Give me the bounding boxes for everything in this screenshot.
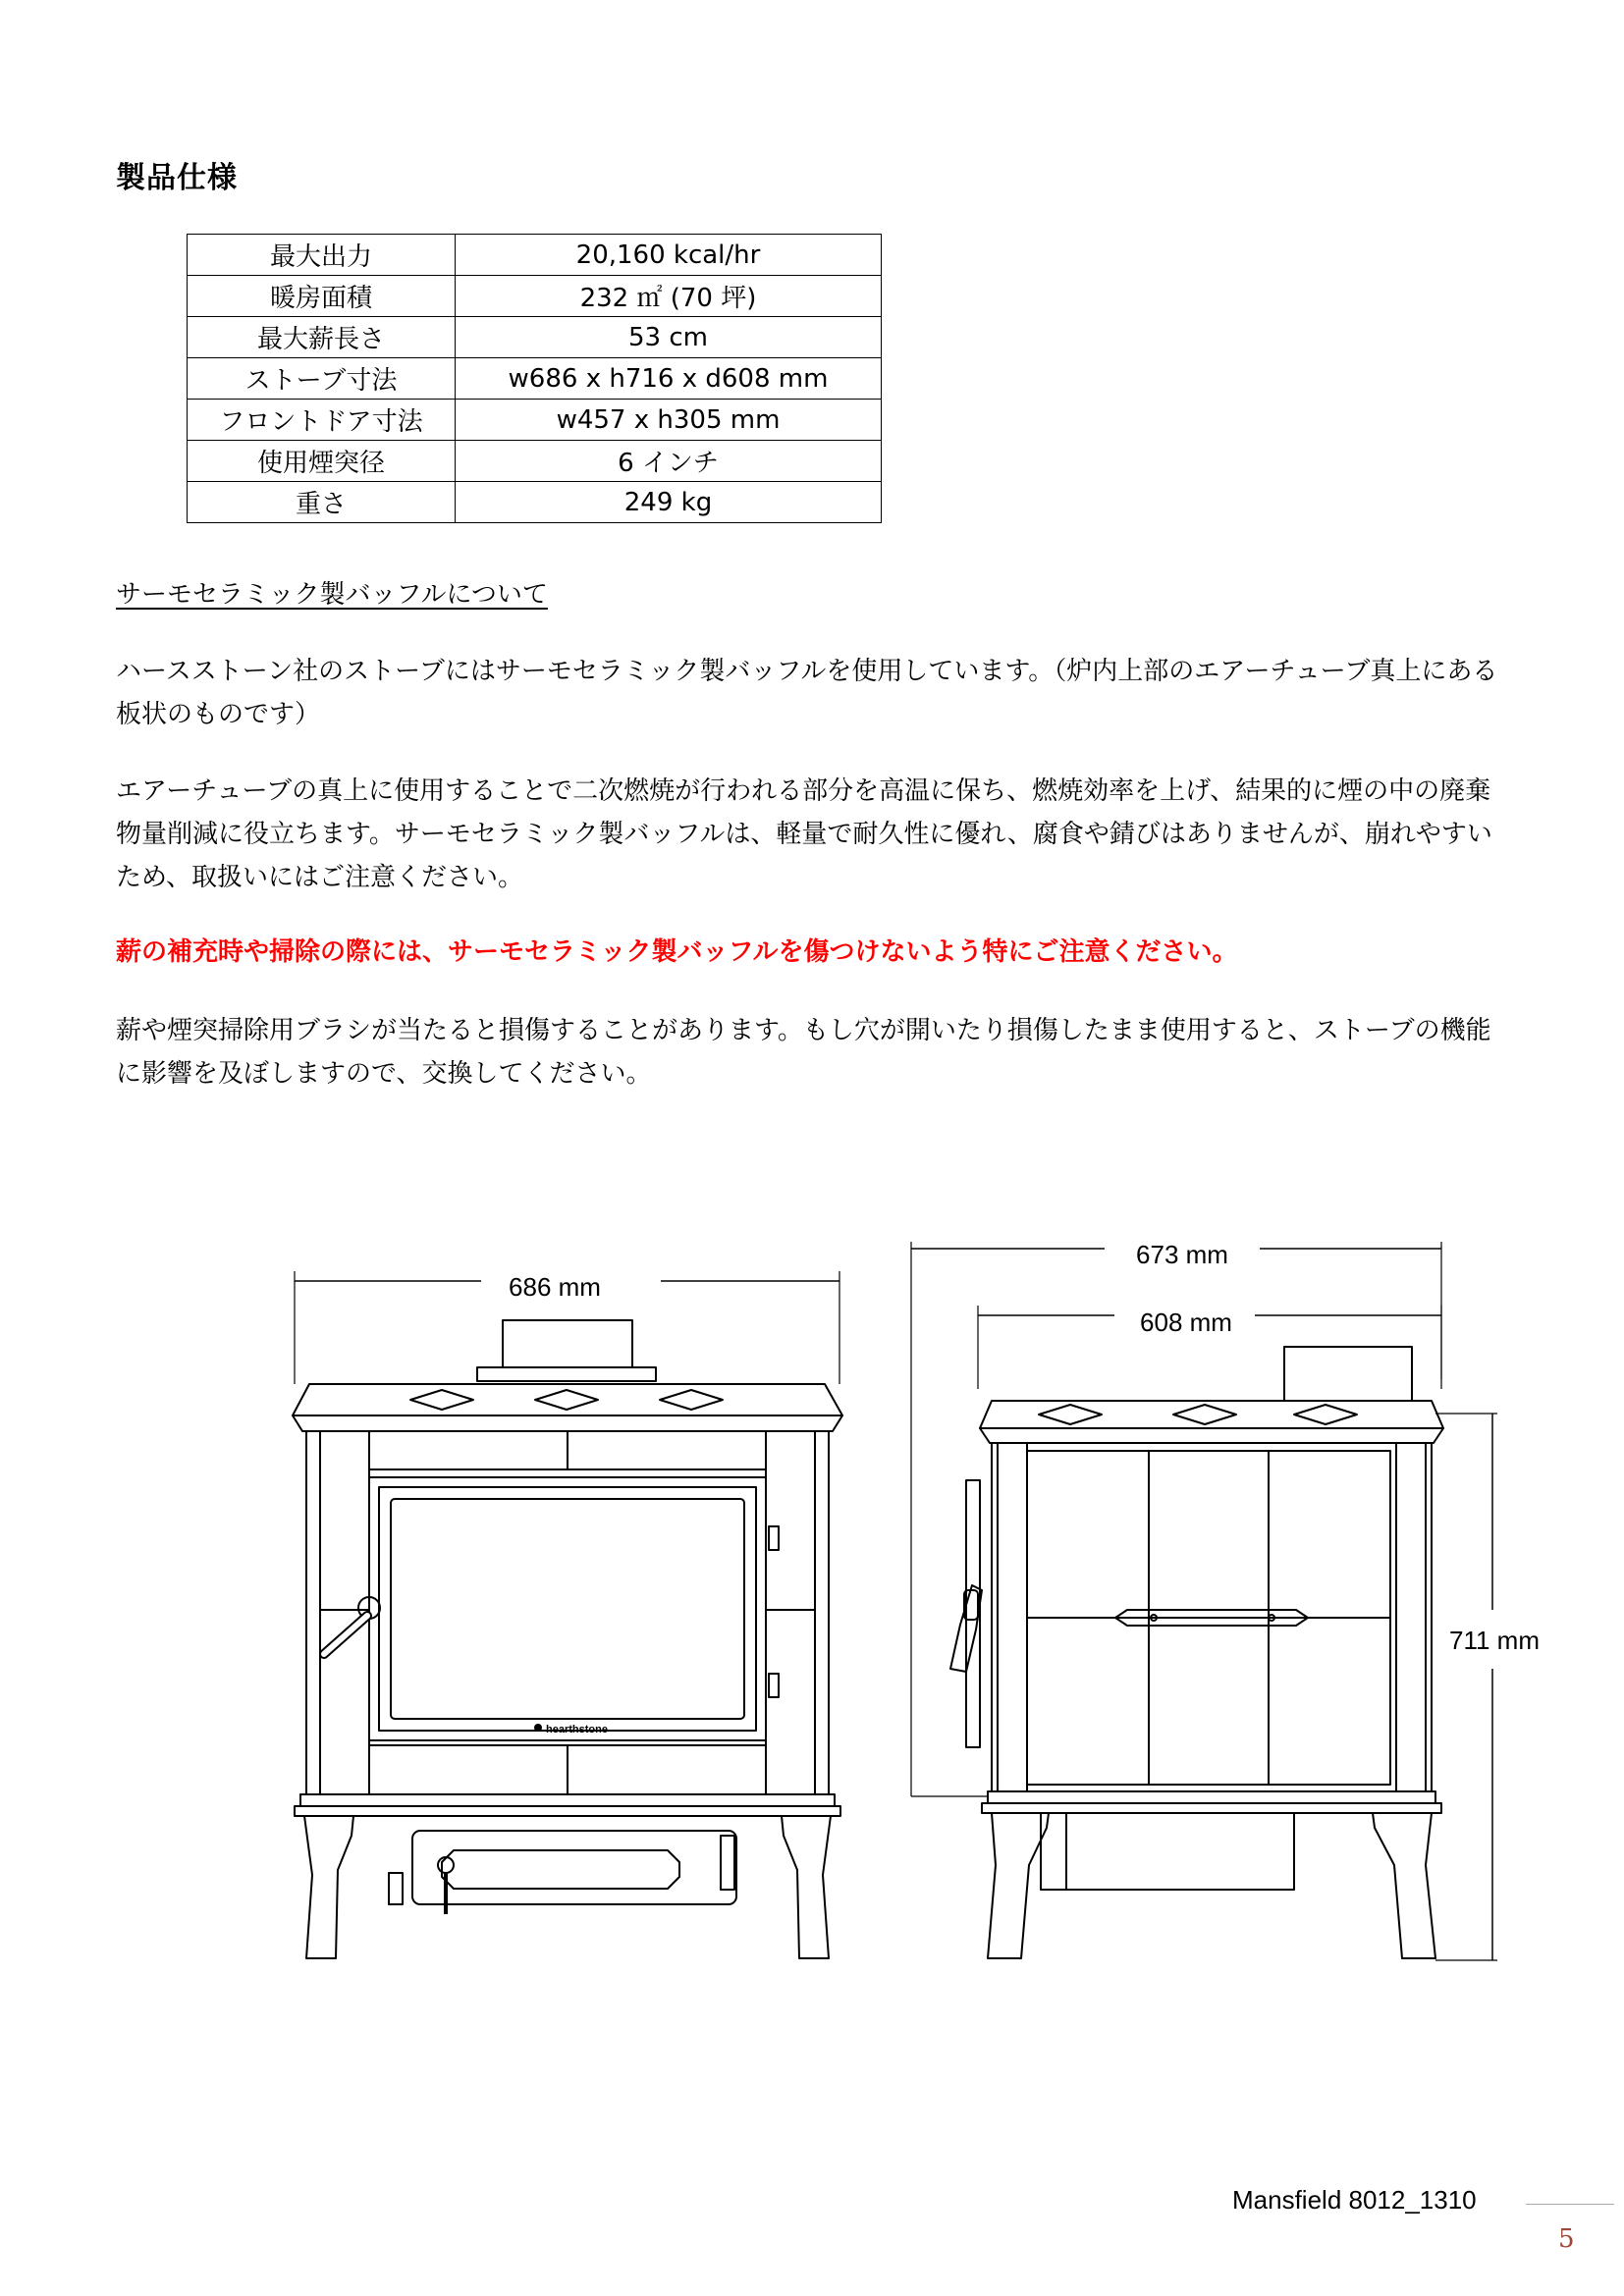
paragraph-intro: ハースストーン社のストーブにはサーモセラミック製バッフルを使用しています。（炉内上部のエアーチューブ真上にある板状のものです） [116,657,1498,729]
page-number: 5 [1558,2224,1575,2254]
brand-mark [534,1724,608,1735]
spec-value: w686 x h716 x d608 mm [456,358,882,400]
spec-value: 249 kg [456,482,882,523]
spec-label: 最大薪長さ [188,317,456,358]
svg-text:hearthstone: hearthstone [546,1724,608,1735]
spec-row [188,235,882,276]
front-view [293,1271,842,1958]
spec-table [187,234,882,523]
spec-value: 53 cm [456,317,882,358]
side-depth-label: 608 mm [1140,1308,1232,1337]
spec-label: 重さ [188,482,456,523]
spec-row [188,441,882,482]
height-dimension [1435,1414,1540,1960]
spec-value: 232 ㎡ (70 坪) [456,276,882,317]
spec-label: 暖房面積 [188,276,456,317]
spec-value: 20,160 kcal/hr [456,235,882,276]
stove-drawing [0,1207,1624,1993]
spec-label: 最大出力 [188,235,456,276]
footer-model-code: Mansfield 8012_1310 [1232,2185,1477,2215]
paragraph-function: エアーチューブの真上に使用することで二次燃焼が行われる部分を高温に保ち、燃焼効率を上げ、結果的に煙の中の廃棄物量削減に役立ちます。サーモセラミック製バッフルは、軽量で耐久性に優れ、腐食や錆びはありませんが、崩れやすいため、取扱いにはご注意ください。 [116,776,1492,892]
front-width-label: 686 mm [509,1272,601,1302]
spec-label: フロントドア寸法 [188,400,456,441]
section-title: サーモセラミック製バッフルについて [116,580,548,610]
side-view [911,1240,1540,1960]
spec-row [188,276,882,317]
spec-row [188,400,882,441]
page-heading: 製品仕様 [116,161,238,195]
spec-row [188,482,882,523]
side-total-depth-label: 673 mm [1136,1240,1228,1269]
spec-row [188,358,882,400]
spec-label: ストーブ寸法 [188,358,456,400]
height-label: 711 mm [1449,1626,1540,1655]
paragraph-damage: 薪や煙突掃除用ブラシが当たると損傷することがあります。もし穴が開いたり損傷したまま使用すると、ストーブの機能に影響を及ぼしますので、交換してください。 [116,1016,1491,1089]
spec-row [188,317,882,358]
spec-value: w457 x h305 mm [456,400,882,441]
footer-rule [1526,2204,1614,2205]
spec-label: 使用煙突径 [188,441,456,482]
warning-text: 薪の補充時や掃除の際には、サーモセラミック製バッフルを傷つけないよう特にご注意ください。 [116,937,1238,967]
spec-value: 6 インチ [456,441,882,482]
